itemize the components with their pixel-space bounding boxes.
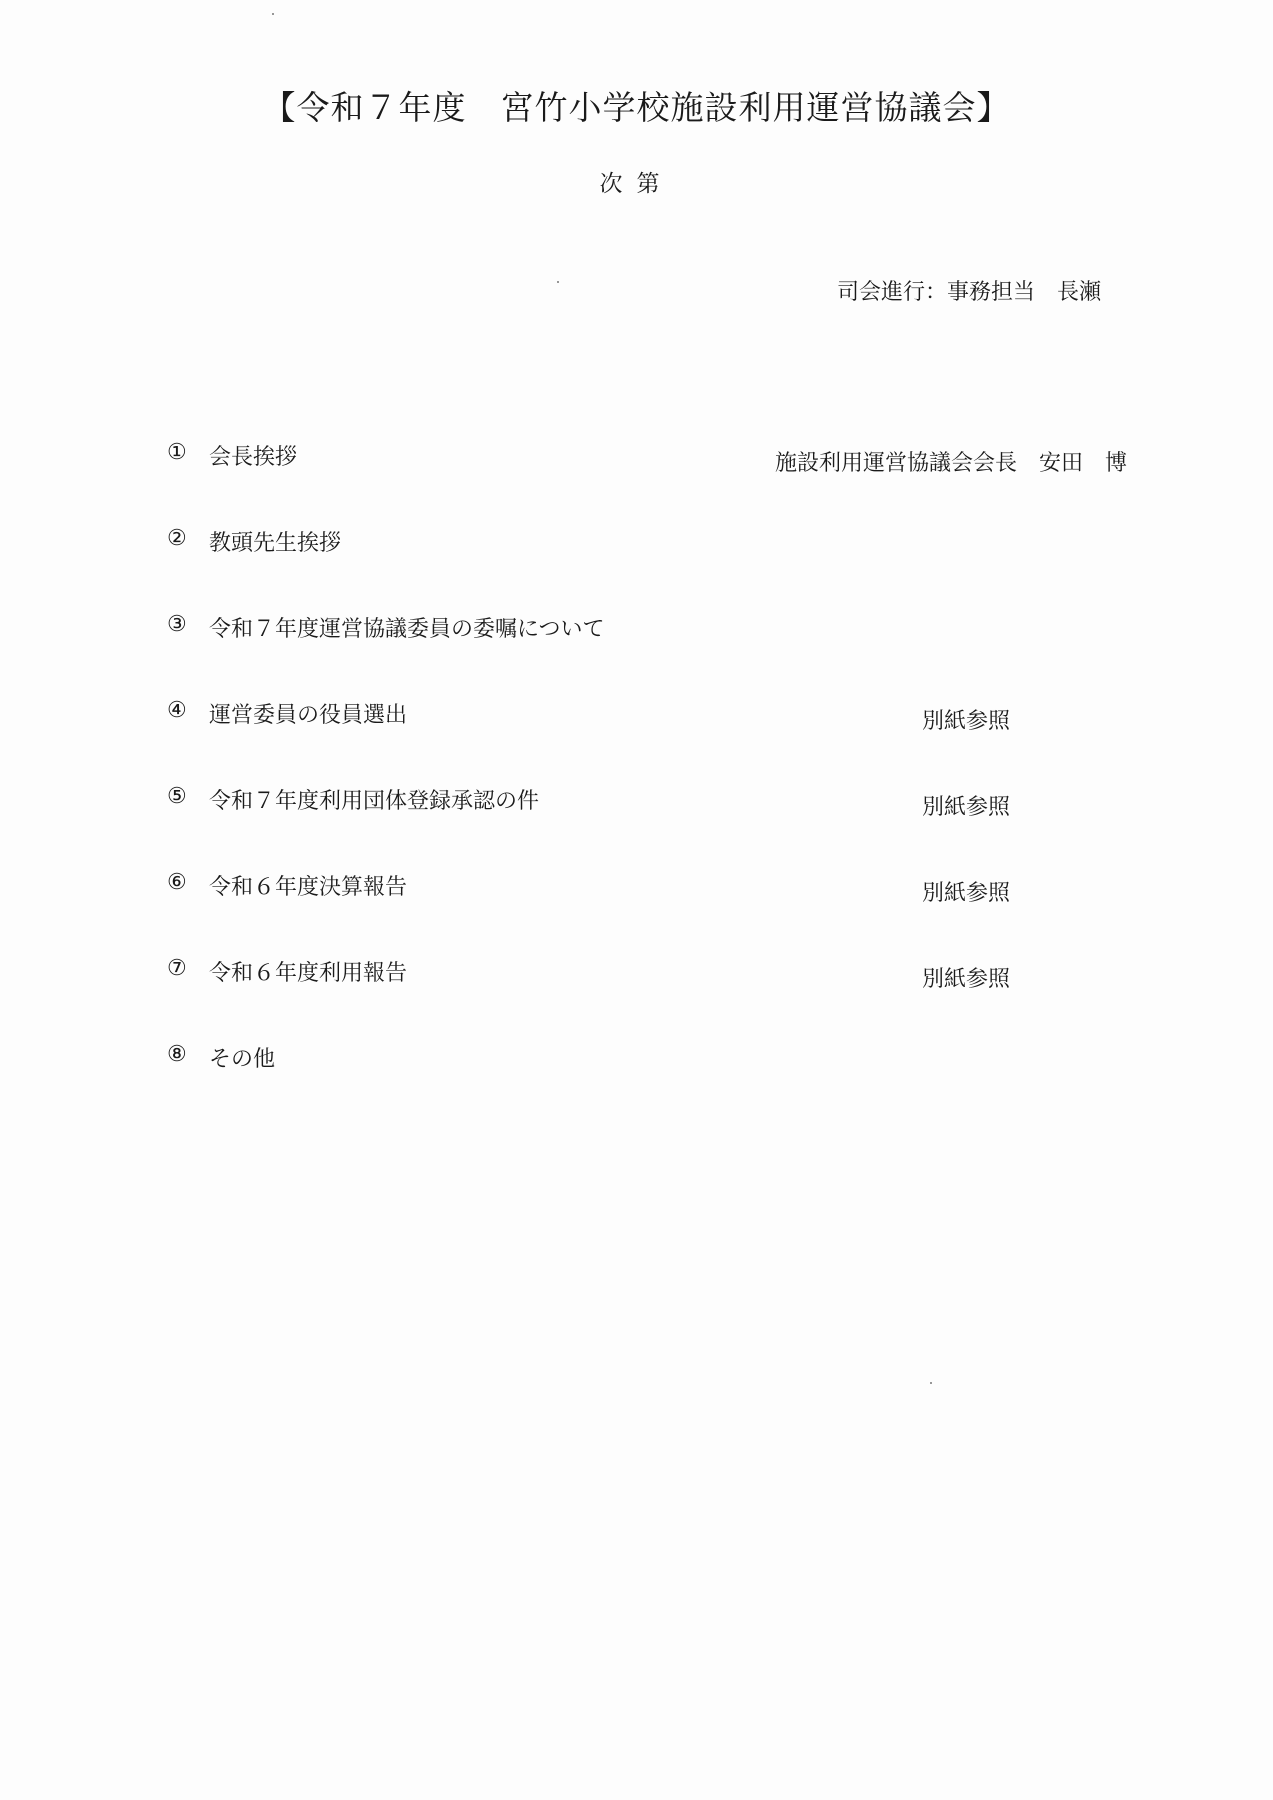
agenda-item-text: 運営委員の役員選出 <box>209 703 408 728</box>
scan-speck <box>930 1382 932 1384</box>
agenda-item-note: 施設利用運営協議会会長 安田 博 <box>774 451 1127 476</box>
agenda-item <box>167 526 1127 612</box>
agenda-item-number: ⑧ <box>167 1042 187 1067</box>
agenda-item <box>167 870 1127 956</box>
agenda-item <box>167 440 1127 526</box>
agenda-item <box>167 698 1127 784</box>
agenda-item-text: 令和６年度利用報告 <box>209 961 408 986</box>
agenda-item <box>167 956 1127 1042</box>
scan-speck <box>272 13 274 15</box>
agenda-item <box>167 784 1127 870</box>
agenda-item-note: 別紙参照 <box>922 795 1011 820</box>
facilitator-line: 司会進行：事務担当 長瀬 <box>836 280 1101 305</box>
agenda-list <box>167 440 1127 1128</box>
agenda-item-text: 教頭先生挨拶 <box>209 531 342 556</box>
agenda-item <box>167 1042 1127 1128</box>
agenda-item-note: 別紙参照 <box>922 967 1011 992</box>
agenda-item-text: その他 <box>209 1047 276 1072</box>
agenda-item-number: ⑥ <box>167 870 187 895</box>
agenda-item-number: ⑤ <box>167 784 187 809</box>
agenda-item-number: ① <box>167 440 187 465</box>
agenda-item-note: 別紙参照 <box>922 881 1011 906</box>
document-title: 【令和７年度 宮竹小学校施設利用運営協議会】 <box>262 88 1011 127</box>
agenda-item-number: ② <box>167 526 187 551</box>
document-subtitle: 次第 <box>599 171 674 197</box>
agenda-item-text: 令和７年度運営協議委員の委嘱について <box>209 617 605 642</box>
agenda-item-number: ③ <box>167 612 187 637</box>
agenda-item <box>167 612 1127 698</box>
agenda-item-text: 会長挨拶 <box>209 445 298 470</box>
scan-speck <box>557 281 559 283</box>
agenda-item-text: 令和６年度決算報告 <box>209 875 408 900</box>
agenda-item-text: 令和７年度利用団体登録承認の件 <box>209 789 540 814</box>
agenda-item-number: ⑦ <box>167 956 187 981</box>
agenda-item-number: ④ <box>167 698 187 723</box>
agenda-item-note: 別紙参照 <box>922 709 1011 734</box>
